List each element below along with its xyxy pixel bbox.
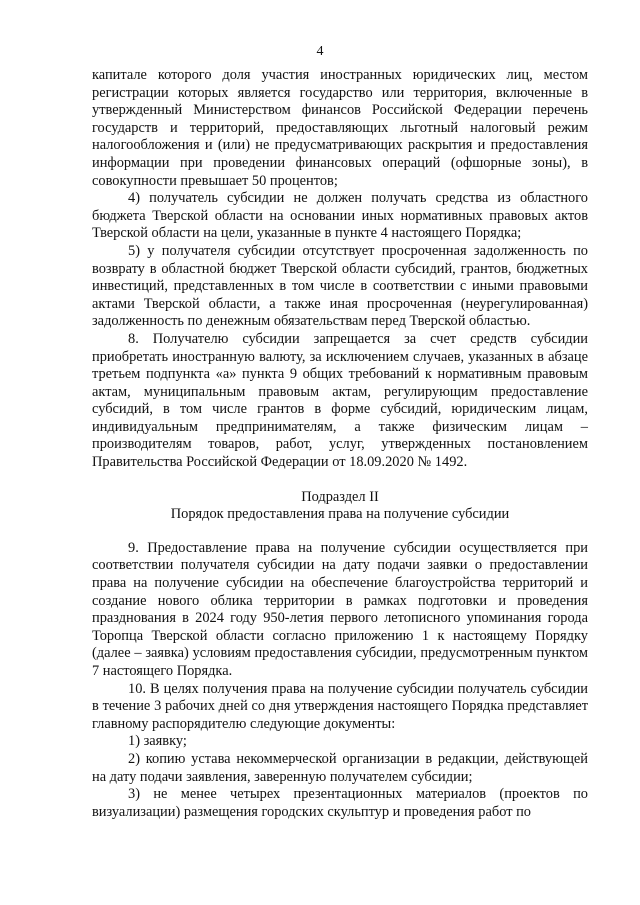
page-number: 4 <box>316 44 324 59</box>
paragraph-item-5: 5) у получателя субсидии отсутствует просроченная задолженность по возврату в областной бюджет Тверской области субсидий, грантов, бюджетных инвестиций, представленных в том числе в соответствии с иными правовыми актами Тверской области, а также иная просроченная (неурегулированная) задолженность по денежным обязательствам перед Тверской областью. <box>92 242 588 330</box>
list-item-1: 1) заявку; <box>128 733 187 750</box>
subsection-number: Подраздел II <box>301 488 379 505</box>
paragraph-continuation: капитале которого доля участия иностранных юридических лиц, местом регистрации которых является государство или территория, включенные в утвержденный Министерством финансов Российской Федерации перечень государств и территорий, предоставляющих льготный налоговый режим налогообложения и (или) не предусматривающих раскрытия и предоставления информации при проведении финансовых операций (офшорные зоны), в совокупности превышает 50 процентов; <box>92 67 588 189</box>
document-body <box>92 67 588 821</box>
list-item-3: 3) не менее четырех презентационных материалов (проектов по визуализации) размещения городских скульптур и проведения работ по <box>92 786 588 820</box>
paragraph-clause-9: 9. Предоставление права на получение субсидии осуществляется при соответствии получателя субсидии на дату подачи заявки о предоставлении права на получение субсидии на обеспечение благоустройства территорий и создание нового облика территории в рамках подготовки и проведения празднования в 2024 году 950-летия первого летописного упоминания города Торопца Тверской области согласно приложению 1 к настоящему Порядку (далее – заявка) условиям предоставления субсидии, предусмотренным пунктом 7 настоящего Порядка. <box>92 539 588 679</box>
list-item-2: 2) копию устава некоммерческой организации в редакции, действующей на дату подачи заявления, заверенную получателем субсидии; <box>92 750 588 785</box>
subsection-title: Порядок предоставления права на получение субсидии <box>170 506 510 523</box>
paragraph-item-4: 4) получатель субсидии не должен получать средства из областного бюджета Тверской области на основании иных нормативных правовых актов Тверской области на цели, указанные в пункте 4 настоящего Порядка; <box>92 190 588 242</box>
paragraph-clause-8: 8. Получателю субсидии запрещается за счет средств субсидии приобретать иностранную валюту, за исключением случаев, указанных в абзаце третьем подпункта «а» пункта 9 общих требований к нормативным правовым актам, муниципальным правовым актам, регулирующим предоставление субсидий, в том числе грантов в форме субсидий, юридическим лицам, индивидуальным предпринимателям, а также физическим лицам – производителям товаров, работ, услуг, утвержденных постановлением Правительства Российской Федерации от 18.09.2020 № 1492. <box>92 330 588 471</box>
paragraph-clause-10: 10. В целях получения права на получение субсидии получатель субсидии в течение 3 рабочих дней со дня утверждения настоящего Порядка представляет главному распорядителю следующие документы: <box>92 680 588 732</box>
